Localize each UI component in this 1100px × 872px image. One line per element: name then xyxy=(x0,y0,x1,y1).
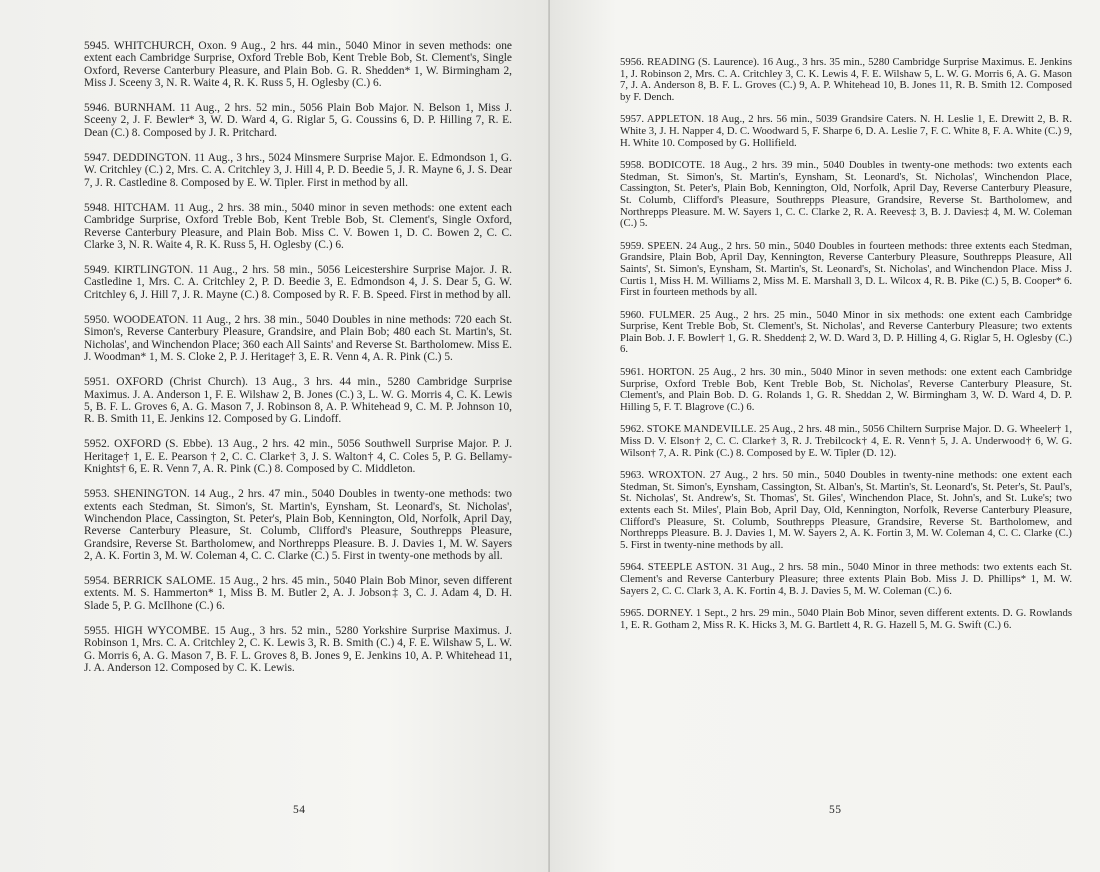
page-number: 55 xyxy=(829,804,842,816)
peal-record: 5949. KIRTLINGTON. 11 Aug., 2 hrs. 58 min., 5056 Leicestershire Surprise Major. J. R. Castledine 1, Mrs. C. A. Critchley 2, P. D. Beedie 3, E. Edmondson 4, J. S. Dear 5, G. W. Critchley 6, J. Hill 7, J. R. Mayne (C.) 8. Composed by R. F. B. Speed. First in method by all. xyxy=(84,264,512,301)
peal-record: 5945. WHITCHURCH, Oxon. 9 Aug., 2 hrs. 44 min., 5040 Minor in seven methods: one extent each Cambridge Surprise, Oxford Treble Bob, Kent Treble Bob, St. Clement's, Single Oxford, Reverse Canterbury Pleasure, and Plain Bob. G. R. Shedden* 1, W. Birmingham 2, Miss J. Sceeny 3, N. R. Waite 4, R. K. Russ 5, H. Oglesby (C.) 6. xyxy=(84,40,512,89)
peal-record: 5964. STEEPLE ASTON. 31 Aug., 2 hrs. 58 min., 5040 Minor in three methods: two extents each St. Clement's and Reverse Canterbury Pleasure; three extents Plain Bob. Miss J. D. Phillips* 1, M. W. Sayers 2, C. C. Clark 3, A. K. Fortin 4, B. J. Davies 5, M. W. Coleman (C.) 6. xyxy=(620,561,1072,597)
page-number: 54 xyxy=(293,804,306,816)
peal-record: 5960. FULMER. 25 Aug., 2 hrs. 25 min., 5040 Minor in six methods: one extent each Cambridge Surprise, Kent Treble Bob, St. Clement's, St. Nicholas', and Reverse Canterbury Pleasure; two extents Plain Bob. J. F. Bowler† 1, G. R. Shedden‡ 2, W. D. Ward 3, D. P. Hilling 4, G. Riglar 5, H. Oglesby (C.) 6. xyxy=(620,308,1072,356)
peal-record: 5956. READING (S. Laurence). 16 Aug., 3 hrs. 35 min., 5280 Cambridge Surprise Maximus. E. Jenkins 1, J. Robinson 2, Mrs. C. A. Critchley 3, C. K. Lewis 4, F. E. Wilshaw 5, L. W. G. Morris 6, A. G. Mason 7, J. A. Anderson 8, B. F. L. Groves (C.) 9, A. P. Whitehead 10, B. Jones 11, R. B. Smith 12. Composed by F. Dench. xyxy=(620,56,1072,103)
peal-record: 5954. BERRICK SALOME. 15 Aug., 2 hrs. 45 min., 5040 Plain Bob Minor, seven different extents. M. S. Hammerton* 1, Miss B. M. Butler 2, A. J. Jobson‡ 3, C. J. Adam 4, D. H. Slade 5, P. G. McIlhone (C.) 6. xyxy=(84,575,512,612)
peal-record: 5947. DEDDINGTON. 11 Aug., 3 hrs., 5024 Minsmere Surprise Major. E. Edmondson 1, G. W. Critchley (C.) 2, Mrs. C. A. Critchley 3, J. Hill 4, P. D. Beedie 5, J. R. Mayne 6, J. S. Dear 7, J. R. Castledine 8. Composed by E. W. Tipler. First in method by all. xyxy=(84,152,512,189)
peal-record: 5948. HITCHAM. 11 Aug., 2 hrs. 38 min., 5040 minor in seven methods: one extent each Cambridge Surprise, Oxford Treble Bob, Kent Treble Bob, St. Clement's, Single Oxford, Reverse Canterbury Pleasure, and Plain Bob. Miss C. V. Bowen 1, D. C. Bowen 2, C. C. Clarke 3, N. R. Waite 4, R. K. Russ 5, H. Oglesby (C.) 6. xyxy=(84,201,512,251)
peal-record: 5965. DORNEY. 1 Sept., 2 hrs. 29 min., 5040 Plain Bob Minor, seven different extents. D. G. Rowlands 1, E. R. Gotham 2, Miss R. K. Hicks 3, M. G. Bartlett 4, R. G. Hazell 5, M. G. Swift (C.) 6. xyxy=(620,607,1072,631)
peal-record: 5951. OXFORD (Christ Church). 13 Aug., 3 hrs. 44 min., 5280 Cambridge Surprise Maximus. J. A. Anderson 1, F. E. Wilshaw 2, B. Jones (C.) 3, L. W. G. Morris 4, C. K. Lewis 5, B. F. L. Groves 6, A. G. Mason 7, J. Robinson 8, A. P. Whitehead 9, C. M. P. Johnson 10, R. B. Smith 11, E. Jenkins 12. Composed by G. Lindoff. xyxy=(84,376,512,426)
peal-record: 5952. OXFORD (S. Ebbe). 13 Aug., 2 hrs. 42 min., 5056 Southwell Surprise Major. P. J. Heritage† 1, E. E. Pearson † 2, C. C. Clarke† 3, J. S. Walton† 4, C. Coles 5, P. G. Bellamy-Knights† 6, E. R. Venn 7, A. R. Pink (C.) 8. Composed by C. Middleton. xyxy=(84,438,512,476)
peal-record: 5950. WOODEATON. 11 Aug., 2 hrs. 38 min., 5040 Doubles in nine methods: 720 each St. Simon's, Reverse Canterbury Pleasure, Grandsire, and Plain Bob; 480 each St. Martin's, St. Nicholas', and Winchendon Place; 360 each All Saints' and Reverse St. Bartholomew. Miss E. J. Woodman* 1, M. S. Cloke 2, P. J. Heritage† 3, E. R. Venn 4, A. R. Pink (C.) 5. xyxy=(84,314,512,363)
peal-record: 5959. SPEEN. 24 Aug., 2 hrs. 50 min., 5040 Doubles in fourteen methods: three extents each Stedman, Grandsire, Plain Bob, April Day, Kennington, Reverse Canterbury Pleasure, Southrepps Pleasure, All Saints', St. Simon's, Eynsham, St. Martin's, St. Leonard's, St. Nicholas', and Winchendon Place. Miss J. Curtis 1, Miss H. M. Williams 2, Miss M. E. Marshall 3, D. L. Wilcox 4, R. B. Pike (C.) 5, B. Cooper* 6. First in fourteen methods by all. xyxy=(620,239,1072,299)
peal-record: 5957. APPLETON. 18 Aug., 2 hrs. 56 min., 5039 Grandsire Caters. N. H. Leslie 1, E. Drewitt 2, B. R. White 3, J. H. Napper 4, D. C. Woodward 5, F. Sharpe 6, D. A. Leslie 7, F. C. White 8, F. A. White (C.) 9, H. White 10. Composed by G. Hollifield. xyxy=(620,113,1072,149)
right-page xyxy=(550,0,1100,872)
peal-record: 5961. HORTON. 25 Aug., 2 hrs. 30 min., 5040 Minor in seven methods: one extent each Cambridge Surprise, Oxford Treble Bob, Kent Treble Bob, St. Nicholas', Reverse Canterbury Pleasure, St. Clement's, and Plain Bob. D. G. Rolands 1, G. R. Sheddan 2, W. Birmingham 3, W. D. Ward 4, D. P. Hilling 5, F. T. Blagrove (C.) 6. xyxy=(620,366,1072,413)
peal-record: 5958. BODICOTE. 18 Aug., 2 hrs. 39 min., 5040 Doubles in twenty-one methods: two extents each Stedman, St. Simon's, St. Martin's, Eynsham, St. Leonard's, St. Nicholas', Winchendon Place, Cassington, St. Peter's, Plain Bob, Kennington, Old, Norfolk, April Day, Reverse Canterbury Pleasure, St. Columb, Clifford's Pleasure, Southrepps Pleasure, Grandsire, Reverse St. Bartholomew, and Northrepps Pleasure. M. W. Sayers 1, C. C. Clarke 2, R. A. Reeves‡ 3, B. J. Davies‡ 4, M. W. Coleman (C.) 5. xyxy=(620,159,1072,230)
peal-record: 5962. STOKE MANDEVILLE. 25 Aug., 2 hrs. 48 min., 5056 Chiltern Surprise Major. D. G. Wheeler† 1, Miss D. V. Elson† 2, C. C. Clarke† 3, R. J. Trebilcock† 4, E. R. Venn† 5, J. A. Underwood† 6, W. G. Wilson† 7, A. R. Pink (C.) 8. Composed by E. W. Tipler (D. 12). xyxy=(620,423,1072,459)
peal-record: 5946. BURNHAM. 11 Aug., 2 hrs. 52 min., 5056 Plain Bob Major. N. Belson 1, Miss J. Sceeny 2, J. F. Bewler* 3, W. D. Ward 4, G. Riglar 5, G. Coussins 6, D. P. Hilling 7, R. E. Dean (C.) 8. Composed by J. R. Pritchard. xyxy=(84,102,512,139)
peal-record: 5955. HIGH WYCOMBE. 15 Aug., 3 hrs. 52 min., 5280 Yorkshire Surprise Maximus. J. Robinson 1, Mrs. C. A. Critchley 2, C. K. Lewis 3, R. B. Smith (C.) 4, F. E. Wilshaw 5, L. W. G. Morris 6, A. G. Mason 7, B. F. L. Groves 8, B. Jones 9, E. Jenkins 10, A. P. Whitehead 11, J. A. Anderson 12. Composed by C. K. Lewis. xyxy=(84,624,512,674)
peal-record: 5963. WROXTON. 27 Aug., 2 hrs. 50 min., 5040 Doubles in twenty-nine methods: one extent each Stedman, St. Simon's, Eynsham, Cassington, St. Alban's, St. Martin's, St. Leonard's, St. Peter's, St. Paul's, St. Nicholas', St. Andrew's, St. Thomas', St. Giles', Winchendon Place, St. John's, and St. Luke's; two extents each St. Miles', Plain Bob, April Day, Old, Kennington, Norfolk, Reverse Canterbury Pleasure, Clifford's Pleasure, St. Columb, Southrepps Pleasure, Grandsire, Reverse St. Bartholomew, and Northrepps Pleasure. B. J. Davies 1, M. W. Sayers 2, A. K. Fortin 3, M. W. Coleman 4, C. C. Clarke (C.) 5. First in twenty-nine methods by all. xyxy=(620,469,1072,551)
peal-record: 5953. SHENINGTON. 14 Aug., 2 hrs. 47 min., 5040 Doubles in twenty-one methods: two extents each Stedman, St. Simon's, St. Martin's, Eynsham, St. Leonard's, St. Nicholas', Winchendon Place, Cassington, St. Peter's, Plain Bob, Kennington, Old, Norfolk, April Day, Reverse Canterbury Pleasure, St. Columb, Clifford's Pleasure, Southrepps Pleasure, Grandsire, Reverse St. Bartholomew, and Northrepps Pleasure. B. J. Davies 1, M. W. Sayers 2, A. K. Fortin 3, M. W. Coleman 4, C. C. Clarke (C.) 5. First in twenty-one methods by all. xyxy=(84,488,512,562)
